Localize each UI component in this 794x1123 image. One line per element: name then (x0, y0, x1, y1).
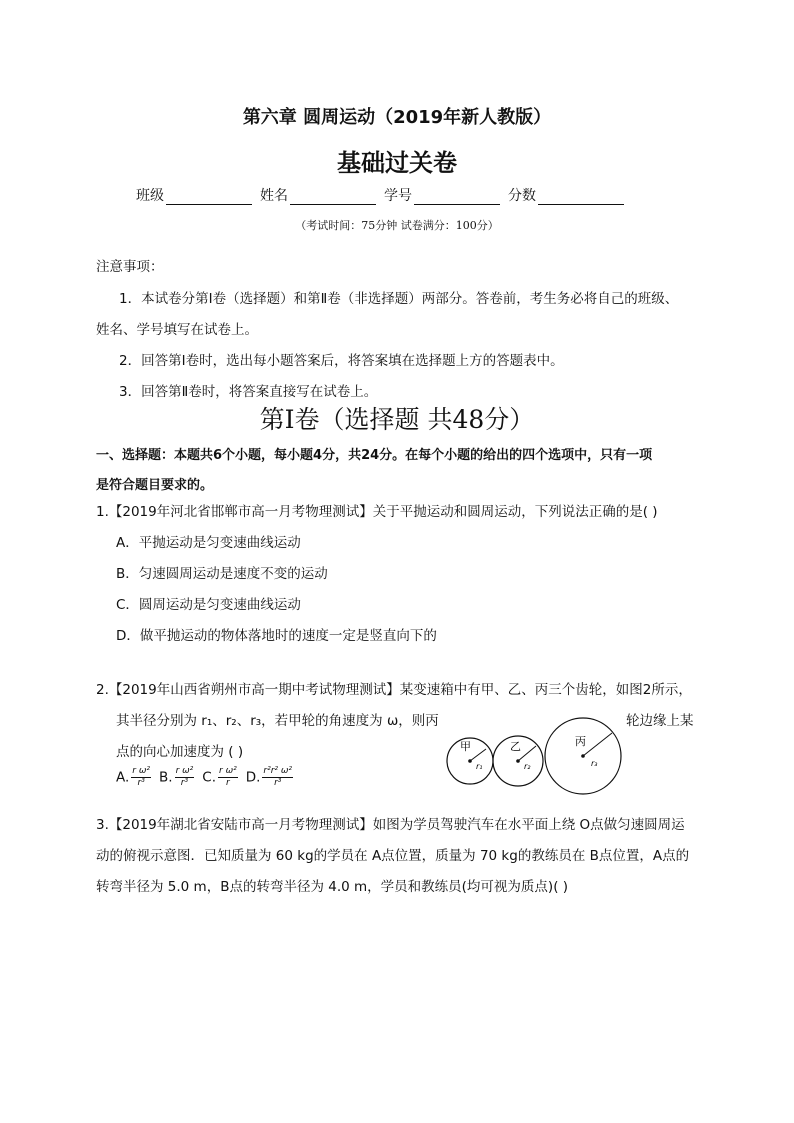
question-2-options (116, 766, 293, 789)
student-info-fields (136, 185, 624, 205)
field-label: 分数 (508, 188, 536, 204)
field-label: 姓名 (260, 188, 288, 204)
field-label: 学号 (384, 188, 412, 204)
question-2-option-d[interactable]: D. $\frac{\text{r²r² ω²}}{\text{r³}}$ (245, 766, 293, 788)
blank-line (414, 188, 500, 205)
question-2-stem: 其半径分别为 r₁、r₂、r₃，若甲轮的角速度为 ω，则丙 (116, 713, 439, 729)
section-instruction: 是符合题目要求的。 (96, 478, 214, 493)
note-item: 2．回答第Ⅰ卷时，选出每小题答案后，将答案填在选择题上方的答题表中。 (119, 353, 564, 369)
question-1-option-c[interactable]: C．圆周运动是匀变速曲线运动 (116, 597, 301, 613)
radius-line (583, 733, 612, 756)
field-label: 班级 (136, 188, 164, 204)
question-3-stem: 动的俯视示意图．已知质量为 60 kg的学员在 A点位置，质量为 70 kg的教练员在 B点位置，A点的 (96, 848, 690, 864)
note-item: 1．本试卷分第Ⅰ卷（选择题）和第Ⅱ卷（非选择题）两部分。答卷前，考生务必将自己的班级、 (119, 291, 679, 307)
section-instruction: 一、选择题：本题共6个小题，每小题4分，共24分。在每个小题的给出的四个选项中，只有一项 (96, 448, 653, 463)
gear-center (468, 759, 472, 763)
question-1-stem: 1.【2019年河北省邯郸市高一月考物理测试】关于平抛运动和圆周运动，下列说法正确的是( ) (96, 504, 658, 520)
field-score[interactable] (508, 185, 624, 205)
blank-line (538, 188, 624, 205)
question-2-option-c[interactable]: C. $\frac{\text{r ω²}}{r}$ (202, 766, 237, 788)
gear-bing-radius-label: r₃ (591, 759, 598, 768)
gear-jia-label: 甲 (460, 740, 471, 753)
field-class[interactable] (136, 185, 252, 205)
gear-center (581, 754, 585, 758)
question-1-option-d[interactable]: D．做平抛运动的物体落地时的速度一定是竖直向下的 (116, 628, 437, 644)
question-1-option-b[interactable]: B．匀速圆周运动是速度不变的运动 (116, 566, 328, 582)
question-2-stem: 2.【2019年山西省朔州市高一期中考试物理测试】某变速箱中有甲、乙、丙三个齿轮，如图2所示， (96, 682, 692, 698)
blank-line (166, 188, 252, 205)
chapter-title: 第六章 圆周运动（2019年新人教版） (242, 107, 552, 128)
question-2-option-a[interactable]: A. $\frac{\text{r ω²}}{\text{r³}}$ (116, 766, 151, 788)
gear-bing-label: 丙 (575, 735, 586, 748)
note-item: 姓名、学号填写在试卷上。 (96, 322, 258, 338)
gear-jia-radius-label: r₁ (476, 762, 483, 771)
section-title: 第Ⅰ卷（选择题 共48分） (259, 405, 535, 434)
gear-figure (440, 716, 640, 796)
note-item: 3．回答第Ⅱ卷时，将答案直接写在试卷上。 (119, 384, 378, 400)
blank-line (290, 188, 376, 205)
question-2-stem: 轮边缘上某 (626, 713, 694, 729)
exam-info: （考试时间：75分钟 试卷满分：100分） (295, 219, 499, 232)
gear-yi-radius-label: r₂ (524, 762, 531, 771)
question-2-stem: 点的向心加速度为 ( ) (116, 744, 244, 760)
question-2-option-b[interactable]: B. $\frac{\text{r ω²}}{\text{r³}}$ (159, 766, 194, 788)
notes-heading: 注意事项： (96, 259, 164, 275)
gear-center (516, 759, 520, 763)
question-3-stem: 转弯半径为 5.0 m，B点的转弯半径为 4.0 m，学员和教练员(均可视为质点)( ) (96, 879, 569, 895)
question-1-option-a[interactable]: A．平抛运动是匀变速曲线运动 (116, 535, 301, 551)
gear-yi-label: 乙 (510, 740, 521, 753)
paper-title: 基础过关卷 (337, 149, 457, 177)
field-student-id[interactable] (384, 185, 500, 205)
field-name[interactable] (260, 185, 376, 205)
radius-line (470, 749, 486, 761)
question-3-stem: 3.【2019年湖北省安陆市高一月考物理测试】如图为学员驾驶汽车在水平面上绕 O点做匀速圆周运 (96, 817, 685, 833)
